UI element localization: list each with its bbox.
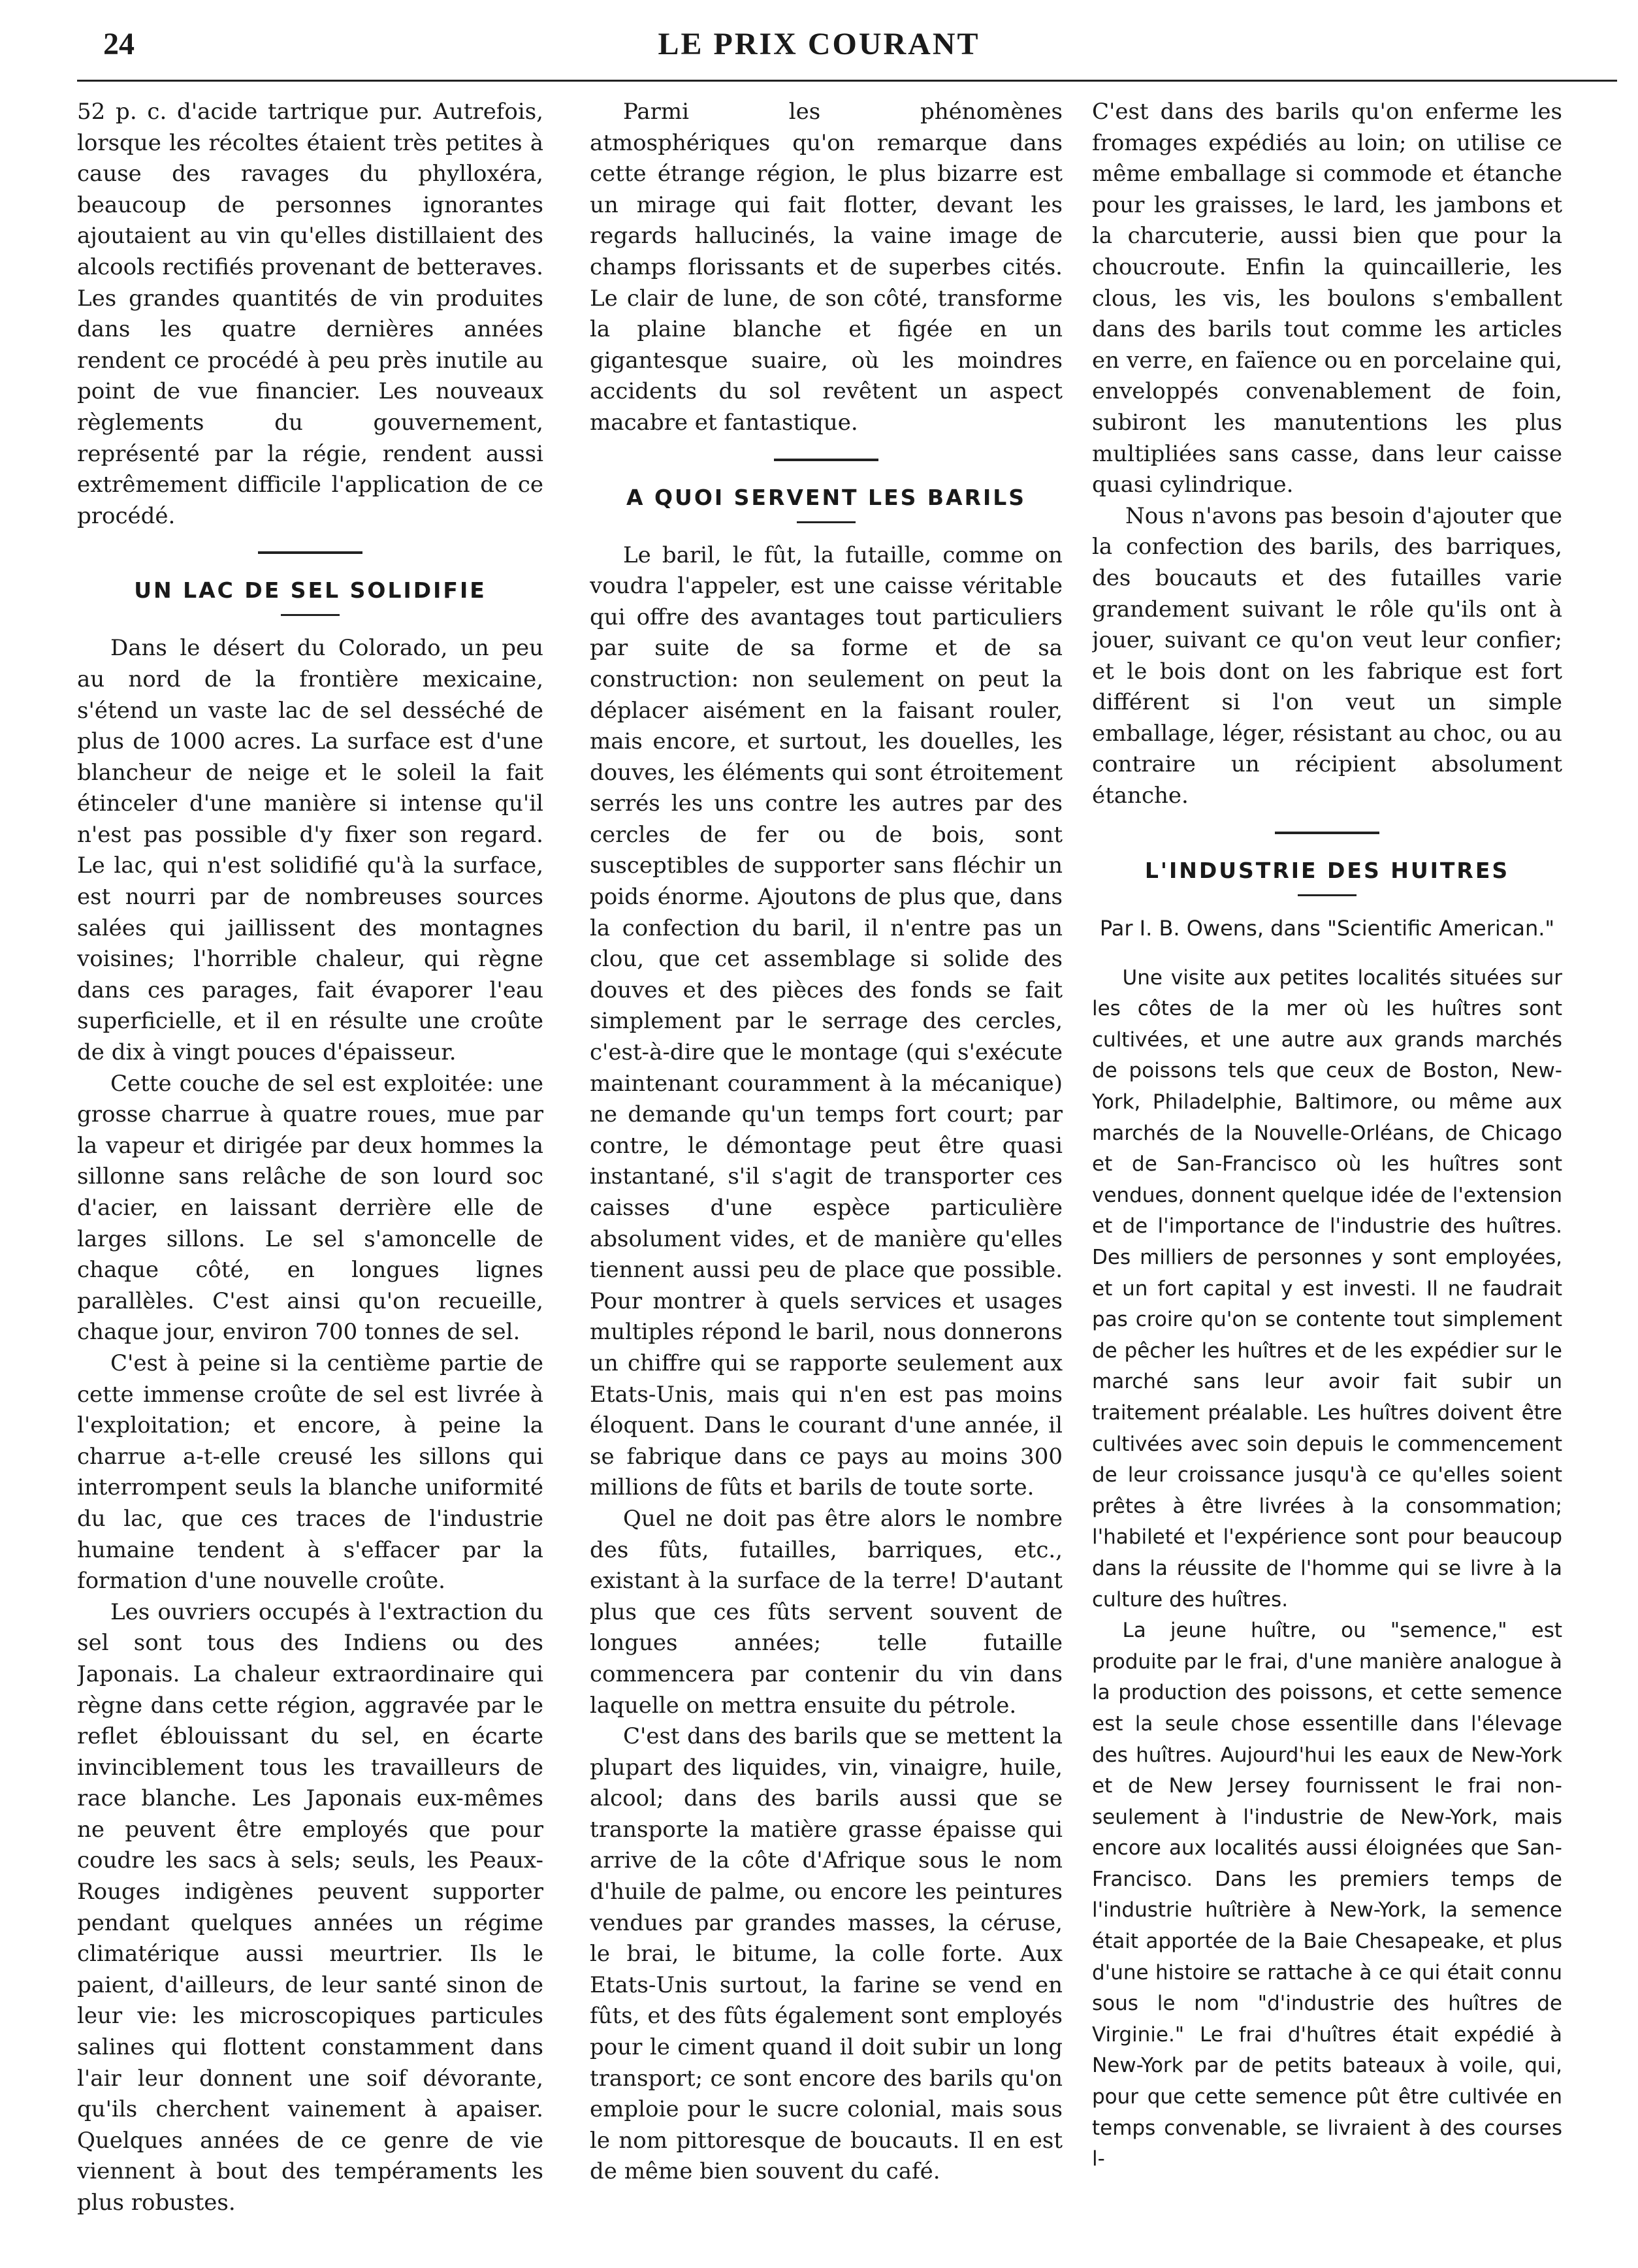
paragraph: Une visite aux petites localités situées sur les côtes de la mer où les huîtres sont cultivées, et une autre aux grands marchés de poissons tels que ceux de Boston, New-York, Philadelphie, Baltimore, ou même aux marchés de la Nouvelle-Orléans, de Chicago et de San-Francisco où les huîtres sont vendues, donnent quelque idée de l'extension et de l'importance de l'industrie des huîtres. Des milliers de personnes y sont employées, et un fort capital y est investi. Il ne faudrait pas croire qu'on se contente tout simplement de pêcher les huîtres et de les expédier sur le marché sans leur avoir fait subir un traitement préalable. Les huîtres doivent être cultivées avec soin depuis le commencement de leur croissance jusqu'à ce qu'elles soient prêtes à être livrées à la consommation; l'habileté et l'expérience sont pour beaucoup dans la réussite de l'homme qui se livre à la culture des huîtres. — [1092, 965, 1562, 1612]
paragraph: Les ouvriers occupés à l'extraction du sel sont tous des Indiens ou des Japonais. La chaleur extraordinaire qui règne dans cette région, aggravée par le reflet éblouissant du sel, en écarte invinciblement tous les travailleurs de race blanche. Les Japonais eux-mêmes ne peuvent être employés que pour coudre les sacs à sels; seuls, les Peaux-Rouges indigènes peuvent supporter pendant quelques années un régime climatérique aussi meurtrier. Ils le paient, d'ailleurs, de leur santé sinon de leur vie: les microscopiques particules salines qui flottent constamment dans l'air leur donnent une soif dévorante, qu'ils cherchent vainement à apaiser. Quelques années de ce genre de vie viennent à bout des tempéraments les plus robustes. — [77, 1598, 543, 2216]
article-title-lac-de-sel: UN LAC DE SEL SOLIDIFIE — [134, 577, 487, 604]
column-1 — [77, 97, 543, 2252]
paragraph: Cette couche de sel est exploitée: une grosse charrue à quatre roues, mue par la vapeur et dirigée par deux hommes la sillonne sans relâche de son lourd soc d'acier, en laissant derrière elle de larges sillons. Le sel s'amoncelle de chaque côté, en longues lignes parallèles. C'est ainsi qu'on recueille, chaque jour, environ 700 tonnes de sel. — [77, 1070, 543, 1346]
title-underline — [281, 614, 340, 616]
title-underline — [797, 521, 856, 523]
page-number: 24 — [103, 27, 135, 61]
title-underline — [1298, 894, 1357, 896]
continuation-text: 52 p. c. d'acide tartrique pur. Autrefois, lorsque les récoltes étaient très petites à cause des ravages du phylloxéra, beaucoup de personnes ignorantes ajoutaient au vin qu'elles distillaient des alcools rectifiés provenant de betteraves. Les grandes quantités de vin produites dans les quatre dernières années rendent ce procédé à peu près inutile au point de vue financier. Les nouveaux règlements du gouvernement, représenté par la régie, rendent aussi extrêmement difficile l'application de ce procédé. — [77, 99, 543, 529]
column-2 — [590, 97, 1063, 2252]
section-divider — [1275, 832, 1379, 834]
paragraph: Nous n'avons pas besoin d'ajouter que la confection des barils, des barriques, des boucauts et des futailles varie grandement suivant le rôle qu'ils ont à jouer, suivant ce qu'on veut leur confier; et le bois dont on les fabrique est fort différent si l'on veut un simple emballage, léger, résistant au choc, ou au contraire un récipient absolument étanche. — [1092, 502, 1562, 809]
article-title-huitres: L'INDUSTRIE DES HUITRES — [1144, 857, 1510, 883]
paragraph: La jeune huître, ou "semence," est produite par le frai, d'une manière analogue à la production des poissons, et cette semence est la seule chose essentille dans l'élevage des huîtres. Aujourd'hui les eaux de New-York et de New Jersey fournissent le frai non-seulement à l'industrie de New-York, mais encore aux localités aussi éloignées que San-Francisco. Dans les premiers temps de l'industrie huîtrière à New-York, la semence était apportée de la Baie Chesapeake, et plus d'une histoire se rattache à ce qui était connu sous le nom "d'industrie des huîtres de Virginie." Le frai d'huîtres était expédié à New-York par de petits bateaux à voile, qui, pour que cette semence pût être cultivée en temps convenable, se livraient à des courses l- — [1092, 1619, 1562, 2171]
paragraph: C'est dans des barils que se mettent la plupart des liquides, vin, vinaigre, huile, alcool; dans des barils aussi que se transporte la matière grasse épaisse qui arrive de la côte d'Afrique sous le nom d'huile de palme, ou encore les peintures vendues par grandes masses, la céruse, le brai, le bitume, la colle forte. Aux Etats-Unis surtout, la farine se vend en fûts, et des fûts également sont employés pour le ciment quand il doit subir un long transport; ce sont encore des barils qu'on emploie pour le sucre colonial, mais sous le nom pittoresque de boucauts. Il en est de même bien souvent du café. — [590, 1723, 1063, 2185]
continuation-text: C'est dans des barils qu'on enferme les fromages expédiés au loin; on utilise ce même emballage si commode et étanche pour les graisses, le lard, les jambons et la charcuterie, aussi bien que pour la choucroute. Enfin la quincaillerie, les clous, les vis, les boulons s'emballent dans des barils tout comme les articles en verre, en faïence ou en porcelaine qui, enveloppés convenablement de foin, subiront les manutentions les plus multipliées sans casse, dans leur caisse quasi cylindrique. — [1092, 99, 1562, 498]
article-title-barils: A QUOI SERVENT LES BARILS — [626, 484, 1027, 510]
continuation-text: Parmi les phénomènes atmosphériques qu'on remarque dans cette étrange région, le plus bizarre est un mirage qui fait flotter, devant les regards hallucinés, la vaine image de champs florissants et de superbes cités. Le clair de lune, de son côté, transforme la plaine blanche et figée en un gigantesque suaire, où les moindres accidents du sol revêtent un aspect macabre et fantastique. — [590, 99, 1063, 436]
byline: Par I. B. Owens, dans "Scientific American." — [1099, 915, 1555, 941]
paragraph: C'est à peine si la centième partie de cette immense croûte de sel est livrée à l'exploitation; et encore, à peine la charrue a-t-elle creusé les sillons qui interrompent seuls la blanche uniformité du lac, que ces traces de l'industrie humaine tendent à s'effacer par la formation d'une nouvelle croûte. — [77, 1350, 543, 1595]
journal-title: LE PRIX COURANT — [658, 27, 980, 61]
paragraph: Le baril, le fût, la futaille, comme on voudra l'appeler, est une caisse véritable qui offre des avantages tout particuliers par suite de sa forme et de sa construction: non seulement on peut la déplacer aisément en la faisant rouler, mais encore, et surtout, les douelles, les douves, les éléments qui sont étroitement serrés les uns contre les autres par des cercles de fer ou de bois, sont susceptibles de supporter sans fléchir un poids énorme. Ajoutons de plus que, dans la confection du baril, il n'entre pas un clou, que cet assemblage si solide des douves et des pièces des fonds se fait simplement par le serrage des cercles, c'est-à-dire que le montage (qui s'exécute maintenant couramment à la mécanique) ne demande qu'un temps fort court; par contre, le démontage peut être quasi instantané, s'il s'agit de transporter ces caisses d'une espèce particulière absolument vides, et de manière qu'elles tiennent aussi peu de place que possible. Pour montrer à quels services et usages multiples répond le baril, nous donnerons un chiffre qui se rapporte seulement aux Etats-Unis, mais qui n'en est pas moins éloquent. Dans le courant d'une année, il se fabrique dans ce pays au moins 300 millions de fûts et barils de toute sorte. — [590, 542, 1063, 1501]
column-3 — [1092, 97, 1562, 2252]
section-divider — [774, 459, 878, 461]
paragraph: Dans le désert du Colorado, un peu au nord de la frontière mexicaine, s'étend un vaste lac de sel desséché de plus de 1000 acres. La surface est d'une blancheur de neige et le soleil la fait étinceler d'une manière si intense qu'il n'est pas possible d'y fixer son regard. Le lac, qui n'est solidifié qu'à la surface, est nourri par de nombreuses sources salées qui jaillissent des montagnes voisines; l'horrible chaleur, qui règne dans ces parages, fait évaporer l'eau superficielle, et il en résulte une croûte de dix à vingt pouces d'épaisseur. — [77, 635, 543, 1066]
section-divider — [258, 551, 362, 554]
paragraph: Quel ne doit pas être alors le nombre des fûts, futailles, barriques, etc., existant à la surface de la terre! D'autant plus que ces fûts servent souvent de longues années; telle futaille commencera par contenir du vin dans laquelle on mettra ensuite du pétrole. — [590, 1505, 1063, 1719]
header-rule — [77, 80, 1617, 82]
